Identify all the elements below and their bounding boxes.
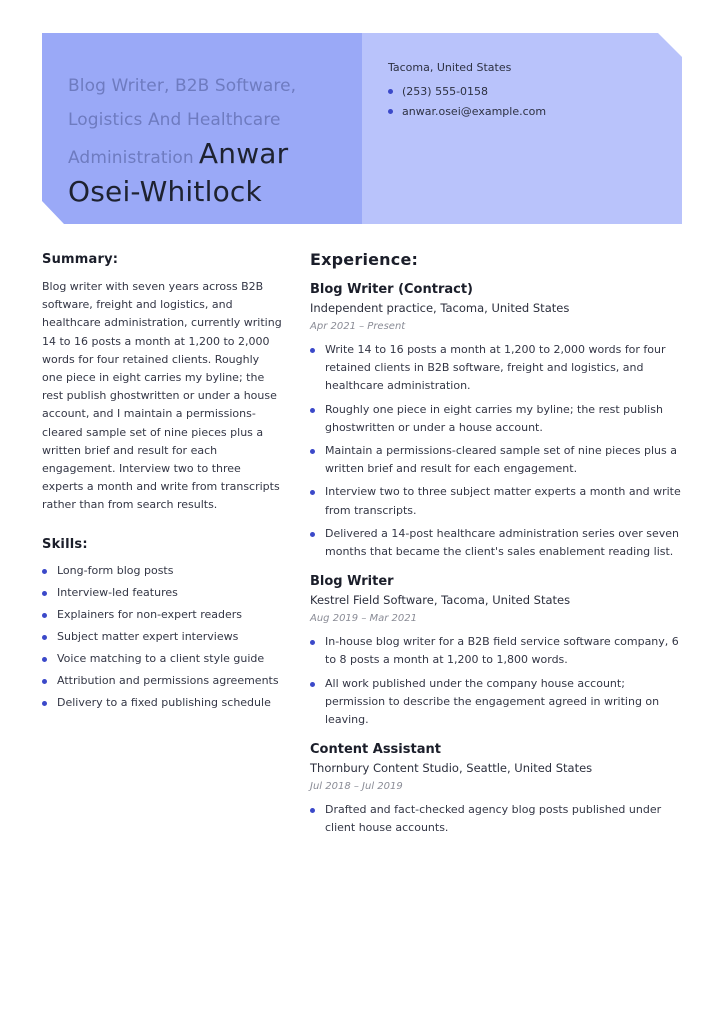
skill-item	[42, 626, 282, 648]
bullet-icon	[42, 657, 47, 662]
bullet-icon	[42, 701, 47, 706]
job-company: Independent practice, Tacoma, United States	[310, 301, 570, 315]
job-title: Content Assistant	[310, 742, 441, 758]
job-bullet-text: Delivered a 14-post healthcare administration series over seven months that became the client's sales enablement reading list.	[325, 526, 680, 559]
skills-list	[42, 560, 282, 714]
job-entry	[310, 741, 685, 837]
summary-text: Blog writer with seven years across B2B software, freight and logistics, and healthcare administration, currently writing 14 to 16 posts a month at 1,200 to 2,000 words for four retained clients. Roughly one piece in eight carries my byline; the rest publish ghostwritten or under a house account, and I maintain a permissions-cleared sample set of nine pieces plus a written brief and result for each engagement. Interview two to three experts a month and write from transcripts rather than from search results.	[42, 280, 282, 512]
skill-label: Voice matching to a client style guide	[57, 651, 265, 665]
left-column	[42, 252, 282, 714]
job-dates: Aug 2019 – Mar 2021	[310, 613, 418, 625]
bullet-icon	[310, 640, 315, 645]
summary-heading: Summary:	[42, 252, 119, 267]
contact-info	[388, 61, 668, 122]
job-bullet-list	[310, 341, 685, 561]
skill-label: Interview-led features	[57, 585, 178, 599]
bullet-icon	[42, 569, 47, 574]
skill-label: Attribution and permissions agreements	[57, 673, 279, 687]
job-bullet-text: Drafted and fact-checked agency blog posts published under client house accounts.	[325, 803, 662, 835]
job-bullet-text: Maintain a permissions-cleared sample set of nine pieces plus a written brief and result for each engagement.	[325, 444, 677, 476]
contact-list	[388, 82, 668, 122]
skill-item	[42, 560, 282, 582]
bullet-icon	[310, 490, 315, 495]
job-bullet	[310, 401, 685, 437]
job-bullet	[310, 525, 685, 561]
contact-email	[388, 102, 668, 122]
job-bullet-text: All work published under the company house account; permission to describe the engagement agreed in writing on leaving.	[325, 676, 660, 727]
bullet-icon	[310, 348, 315, 353]
job-bullet	[310, 675, 685, 730]
job-bullet-text: In-house blog writer for a B2B field service software company, 6 to 8 posts a month at 1,200 to 1,800 words.	[325, 635, 679, 667]
job-company: Kestrel Field Software, Tacoma, United States	[310, 593, 571, 608]
right-column	[310, 250, 685, 843]
job-bullet-text: Roughly one piece in eight carries my byline; the rest publish ghostwritten or under a house account.	[325, 402, 663, 434]
bullet-icon	[310, 408, 315, 413]
bullet-icon	[42, 613, 47, 618]
job-bullet	[310, 341, 685, 396]
bullet-icon	[42, 679, 47, 684]
job-role-title: Blog Writer, B2B Software, Logistics And Healthcare Administration	[68, 76, 297, 168]
job-bullet-text: Write 14 to 16 posts a month at 1,200 to 2,000 words for four retained clients in B2B software, freight and logistics, and healthcare administration.	[325, 343, 666, 393]
location-text: Tacoma, United States	[388, 61, 512, 74]
job-entry	[310, 573, 685, 729]
job-company: Thornbury Content Studio, Seattle, United States	[310, 761, 593, 776]
job-bullet	[310, 633, 685, 669]
skill-label: Explainers for non-expert readers	[57, 607, 243, 621]
job-dates: Apr 2021 – Present	[310, 321, 406, 332]
email-link[interactable]: anwar.osei@example.com	[402, 105, 547, 118]
job-bullet-list	[310, 633, 685, 729]
bullet-icon	[310, 808, 315, 813]
experience-heading: Experience:	[310, 250, 419, 269]
job-title: Blog Writer	[310, 574, 394, 590]
candidate-name: Anwar Osei-Whitlock	[68, 137, 289, 208]
bullet-icon	[310, 449, 315, 454]
skills-heading: Skills:	[42, 536, 88, 552]
bullet-icon	[310, 682, 315, 687]
contact-phone	[388, 82, 668, 102]
skill-item	[42, 582, 282, 604]
bullet-icon	[42, 635, 47, 640]
job-bullet	[310, 442, 685, 478]
resume-header	[42, 33, 682, 224]
skill-label: Delivery to a fixed publishing schedule	[57, 695, 271, 709]
header-title	[68, 69, 348, 212]
phone-text: (253) 555-0158	[402, 85, 489, 98]
bullet-icon	[388, 109, 393, 114]
job-bullet	[310, 483, 685, 519]
bullet-icon	[388, 89, 393, 94]
skill-item	[42, 604, 282, 626]
skill-item	[42, 692, 282, 714]
job-bullet-text: Interview two to three subject matter experts a month and write from transcripts.	[325, 485, 681, 517]
skill-label: Subject matter expert interviews	[57, 629, 239, 643]
job-entry	[310, 281, 685, 561]
job-dates: Jul 2018 – Jul 2019	[310, 781, 403, 793]
job-bullet-list	[310, 801, 685, 837]
bullet-icon	[310, 532, 315, 537]
skill-label: Long-form blog posts	[57, 563, 174, 577]
skill-item	[42, 670, 282, 692]
skill-item	[42, 648, 282, 670]
job-title: Blog Writer (Contract)	[310, 282, 474, 297]
job-bullet	[310, 801, 685, 837]
bullet-icon	[42, 591, 47, 596]
